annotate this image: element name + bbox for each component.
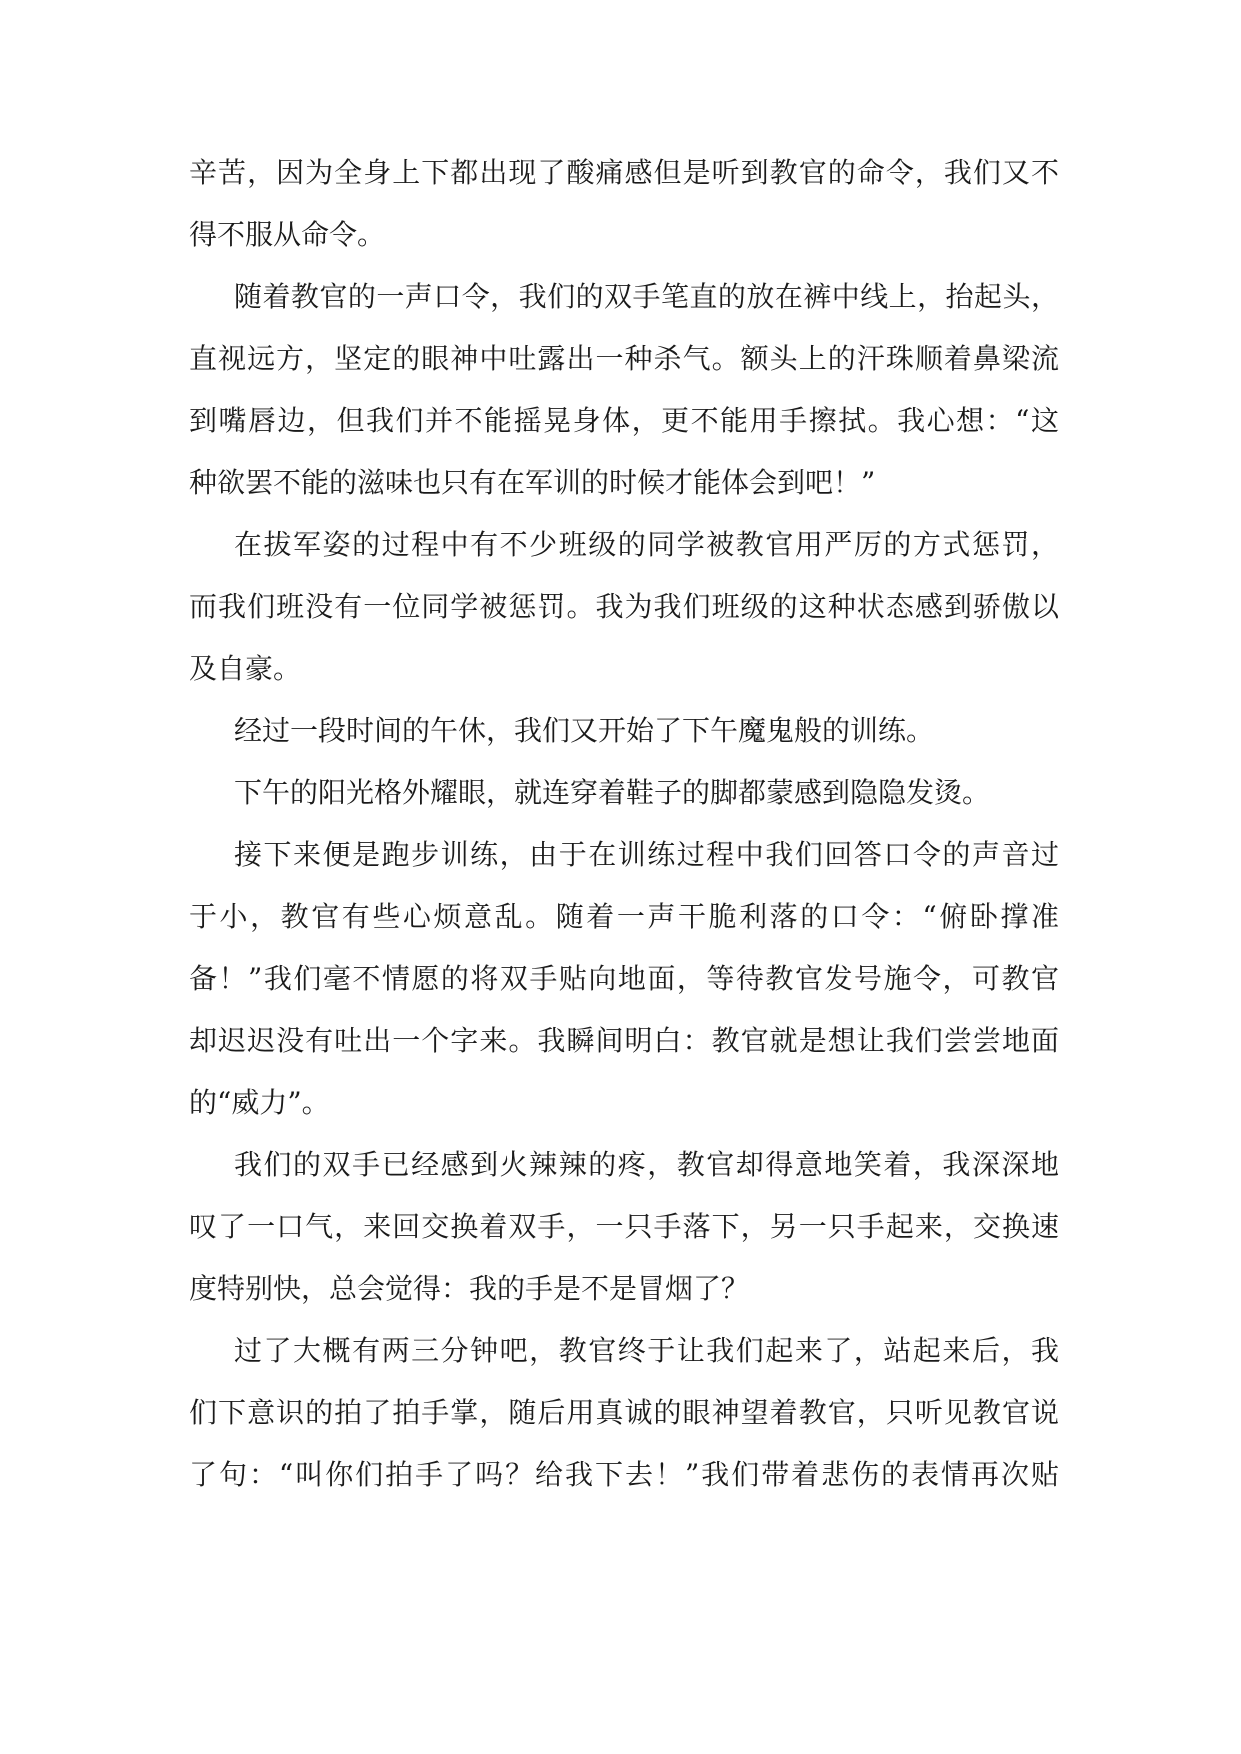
text-line: 备！”我们毫不情愿的将双手贴向地面，等待教官发号施令，可教官 — [189, 962, 1059, 995]
text-line: 了句：“叫你们拍手了吗？给我下去！”我们带着悲伤的表情再次贴 — [189, 1458, 1059, 1491]
text-line: 在拔军姿的过程中有不少班级的同学被教官用严厉的方式惩罚， — [234, 528, 1059, 561]
text-line: 随着教官的一声口令，我们的双手笔直的放在裤中线上，抬起头， — [234, 280, 1059, 313]
text-line: 我们的双手已经感到火辣辣的疼，教官却得意地笑着，我深深地 — [234, 1148, 1059, 1181]
text-line: 们下意识的拍了拍手掌，随后用真诚的眼神望着教官，只听见教官说 — [189, 1396, 1059, 1429]
text-line: 叹了一口气，来回交换着双手，一只手落下，另一只手起来，交换速 — [189, 1210, 1059, 1243]
text-line: 过了大概有两三分钟吧，教官终于让我们起来了，站起来后，我 — [234, 1334, 1059, 1367]
text-line: 种欲罢不能的滋味也只有在军训的时候才能体会到吧！” — [189, 466, 876, 499]
text-line: 直视远方，坚定的眼神中吐露出一种杀气。额头上的汗珠顺着鼻梁流 — [189, 342, 1059, 375]
text-line: 下午的阳光格外耀眼，就连穿着鞋子的脚都蒙感到隐隐发烫。 — [234, 776, 991, 809]
text-line: 经过一段时间的午休，我们又开始了下午魔鬼般的训练。 — [234, 714, 935, 747]
text-line: 于小，教官有些心烦意乱。随着一声干脆利落的口令：“俯卧撑准 — [189, 900, 1059, 933]
text-line: 及自豪。 — [189, 652, 302, 685]
text-line: 度特别快，总会觉得：我的手是不是冒烟了？ — [189, 1272, 750, 1305]
text-line: 的“威力”。 — [189, 1086, 330, 1119]
body-text — [189, 142, 1059, 1506]
text-line: 得不服从命令。 — [189, 218, 386, 251]
text-line: 辛苦，因为全身上下都出现了酸痛感但是听到教官的命令，我们又不 — [189, 156, 1059, 189]
text-line: 接下来便是跑步训练，由于在训练过程中我们回答口令的声音过 — [234, 838, 1059, 871]
text-line: 到嘴唇边，但我们并不能摇晃身体，更不能用手擦拭。我心想：“这 — [189, 404, 1059, 437]
text-line: 而我们班没有一位同学被惩罚。我为我们班级的这种状态感到骄傲以 — [189, 590, 1059, 623]
text-line: 却迟迟没有吐出一个字来。我瞬间明白：教官就是想让我们尝尝地面 — [189, 1024, 1059, 1057]
